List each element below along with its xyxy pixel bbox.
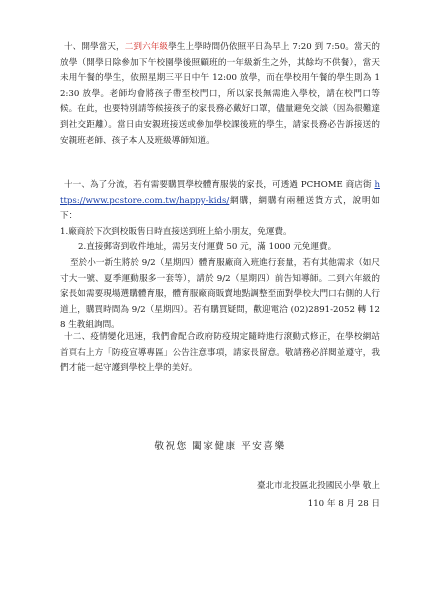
- section-eleven-intro-text: 十一、為了分流，若有需要購買學校體育服裝的家長，可透過 PCHOME 商店街: [64, 180, 375, 190]
- section-eleven-intro: [60, 178, 380, 225]
- section-twelve-paragraph: 十二、疫情變化迅速，我們會配合政府防疫規定隨時進行滾動式修正，在學校網站首頁右上方「防疫宣導專區」公告注意事項，請家長留意。敬請務必詳閱並遵守，我們才能一起守護到學校上學的美好。: [60, 332, 380, 374]
- section-eleven: [60, 178, 380, 334]
- section-twelve: [60, 330, 380, 377]
- grade-highlight: 二到六年級: [124, 42, 169, 52]
- closing-greeting: 敬祝您 闔家健康 平安喜樂: [154, 441, 286, 452]
- school-signature: 臺北市北投區北投國民小學 敬上: [256, 481, 380, 491]
- pcstore-link[interactable]: https://www.pcstore.com.tw/happy-kids/: [60, 180, 380, 206]
- delivery-option-2: 2.直接郵寄到收件地址，需另支付運費 50 元，滿 1000 元免運費。: [78, 242, 337, 253]
- section-ten-body: 學生上學時間仍依照平日為早上 7:20 到 7:50。當天的放學（開學日除參加下午校園學後照顧班的一年級新生之外，其餘均不供餐），當天未用午餐的學生，依照星期三平日中午 12:00 放學，而在學校用午餐的學生則為 12:30 放學。老師均會將孩子帶至校門口，所以家長無需進入學校，請在校門口等候。在此，也要特別請等候接孩子的家長務必戴好口罩，儘量避免交談（因為很難達到社交距離）。當日由安親班接送或參加學校課後班的學生，請家長務必告訴接送的安親班老師、孩子本人及班級導師知道。: [60, 42, 380, 146]
- section-eleven-detail: 至於小一新生將於 9/2（星期四）體育服廠商入班進行套量，若有其他需求（如尺寸大一號、夏季運動服多一套等），請於 9/2（星期四）前告知導師。二到六年級的家長如需要現場選購體育服，體育服廠商販賣地點調整至面對學校大門口右側的人行道上，購買時間為 9/2（星期四）。若有購買疑問，歡迎電洽 (02)2891-2052 轉 128 生教組詢問。: [60, 257, 380, 331]
- section-ten: [60, 40, 380, 149]
- delivery-option-1: 1.廠商於下次到校販售日時直接送到班上給小朋友，免運費。: [60, 226, 292, 237]
- section-ten-prefix: 十、開學當天，: [64, 42, 125, 52]
- section-eleven-intro-tail: 網購，網購有兩種送貨方式，說明如下：: [60, 195, 380, 222]
- notice-date: 110 年 8 月 28 日: [307, 499, 380, 509]
- section-ten-paragraph: [60, 40, 380, 149]
